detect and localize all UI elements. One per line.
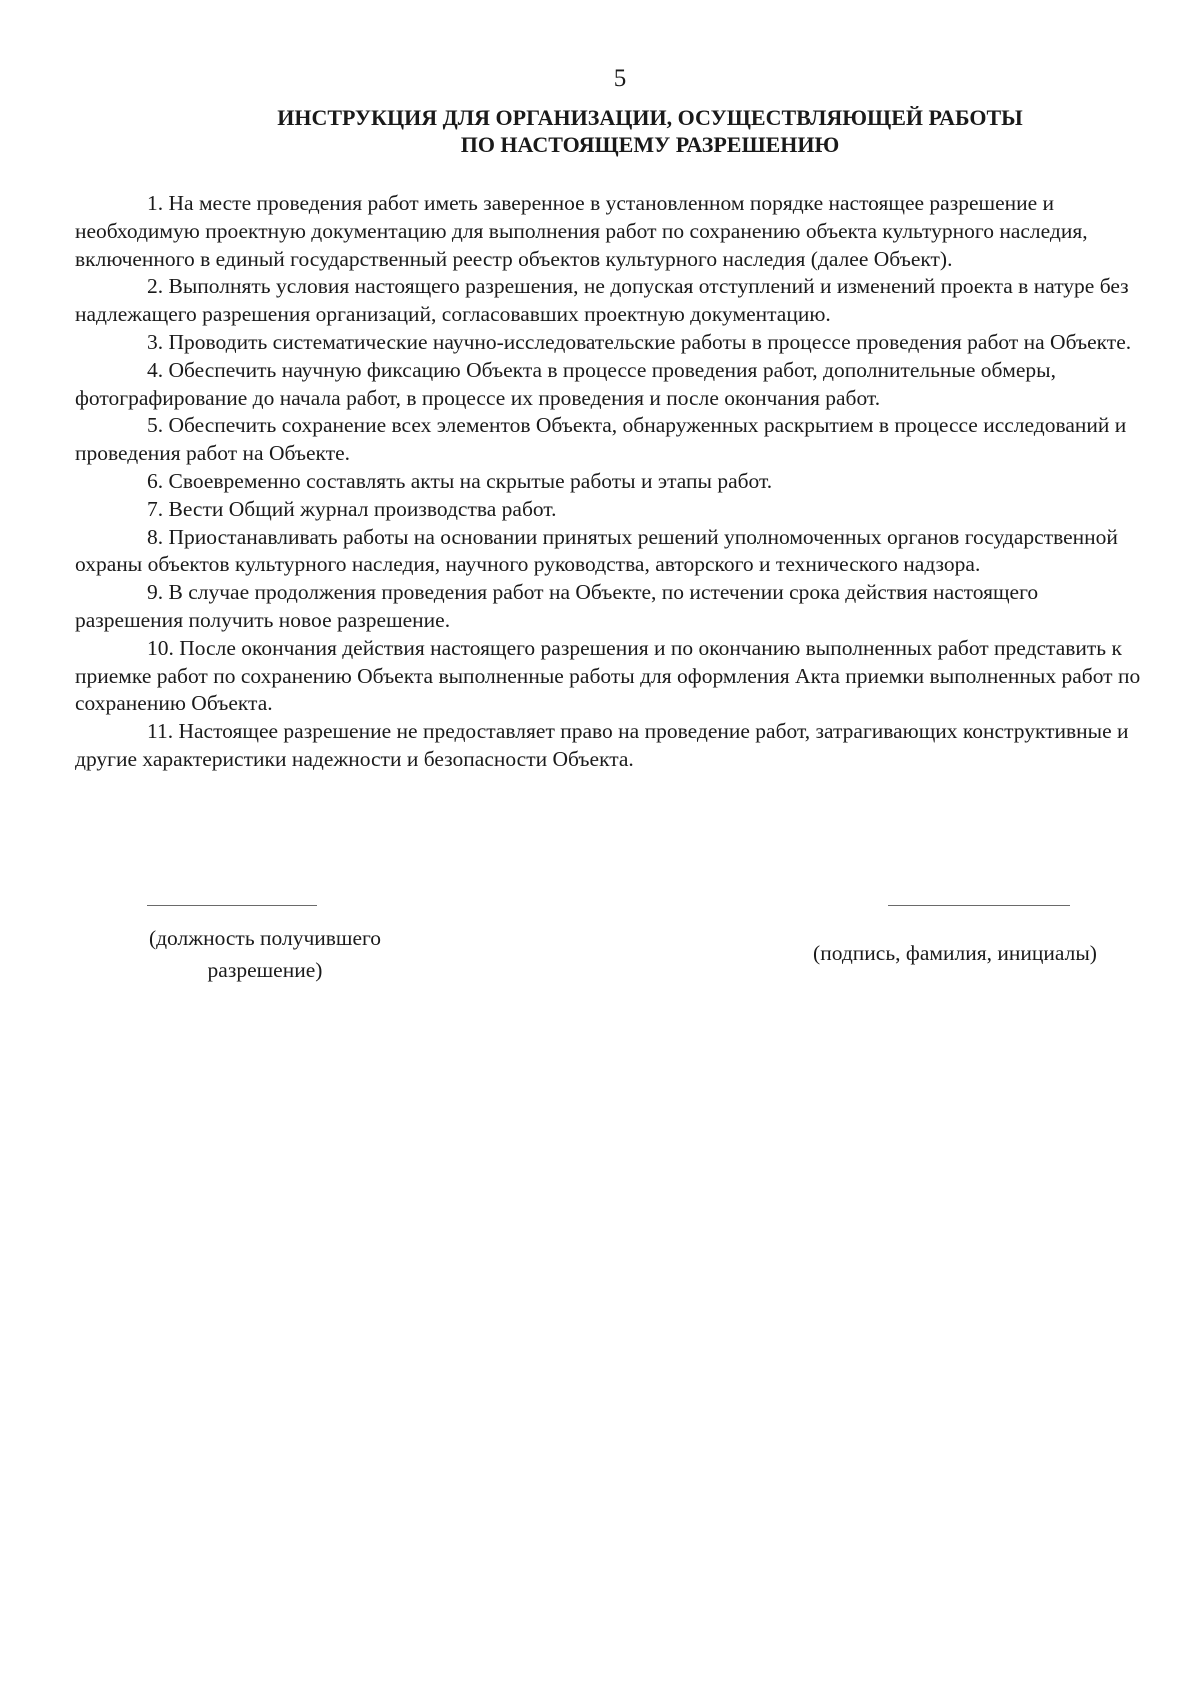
position-caption <box>110 922 420 986</box>
instruction-item-3: 3. Проводить систематические научно-исследовательские работы в процессе проведения работ на Объекте. <box>147 329 1132 354</box>
position-signature-line <box>147 905 317 906</box>
signature-name-caption: (подпись, фамилия, инициалы) <box>813 941 1097 965</box>
instruction-item-6: 6. Своевременно составлять акты на скрытые работы и этапы работ. <box>147 468 773 493</box>
instruction-item-5: 5. Обеспечить сохранение всех элементов Объекта, обнаруженных раскрытием в процессе исследований и проведения работ на Объекте. <box>75 413 1127 466</box>
instruction-item-11: 11. Настоящее разрешение не предоставляет право на проведение работ, затрагивающих конструктивные и другие характеристики надежности и безопасности Объекта. <box>75 719 1129 771</box>
instruction-item-9: 9. В случае продолжения проведения работ на Объекте, по истечении срока действия настоящего разрешения получить новое разрешение. <box>75 580 1039 632</box>
instruction-item-8: 8. Приостанавливать работы на основании принятых решений уполномоченных органов государственной охраны объектов культурного наследия, научного руководства, авторского и технического надзора. <box>75 524 1118 577</box>
instruction-item-10: 10. После окончания действия настоящего разрешения и по окончанию выполненных работ представить к приемке работ по сохранению Объекта выполненные работы для оформления Акта приемки выполненных работ по сохранению Объекта. <box>75 635 1141 716</box>
page-number: 5 <box>613 65 627 92</box>
instruction-item-4: 4. Обеспечить научную фиксацию Объекта в процессе проведения работ, дополнительные обмеры, фотографирование до начала работ, в процессе их проведения и после окончания работ. <box>75 357 1056 410</box>
instruction-item-2: 2. Выполнять условия настоящего разрешения, не допуская отступлений и изменений проекта в натуре без надлежащего разрешения организаций, согласовавших проектную документацию. <box>75 274 1129 327</box>
document-title <box>150 104 1150 158</box>
instruction-item-1: 1. На месте проведения работ иметь заверенное в установленном порядке настоящее разрешение и необходимую проектную документацию для выполнения работ по сохранению объекта культурного наследия, включенного в единый государственный реестр объектов культурного наследия (далее Объект). <box>75 191 1088 271</box>
name-signature-line <box>888 905 1070 906</box>
position-caption-line-1: (должность получившего <box>148 926 382 950</box>
instruction-list <box>75 190 1145 774</box>
instruction-item-7: 7. Вести Общий журнал производства работ. <box>147 496 557 521</box>
title-line-1: ИНСТРУКЦИЯ ДЛЯ ОРГАНИЗАЦИИ, ОСУЩЕСТВЛЯЮЩЕЙ РАБОТЫ <box>277 105 1023 130</box>
position-caption-line-2: разрешение) <box>207 958 323 982</box>
title-line-2: ПО НАСТОЯЩЕМУ РАЗРЕШЕНИЮ <box>460 132 840 157</box>
